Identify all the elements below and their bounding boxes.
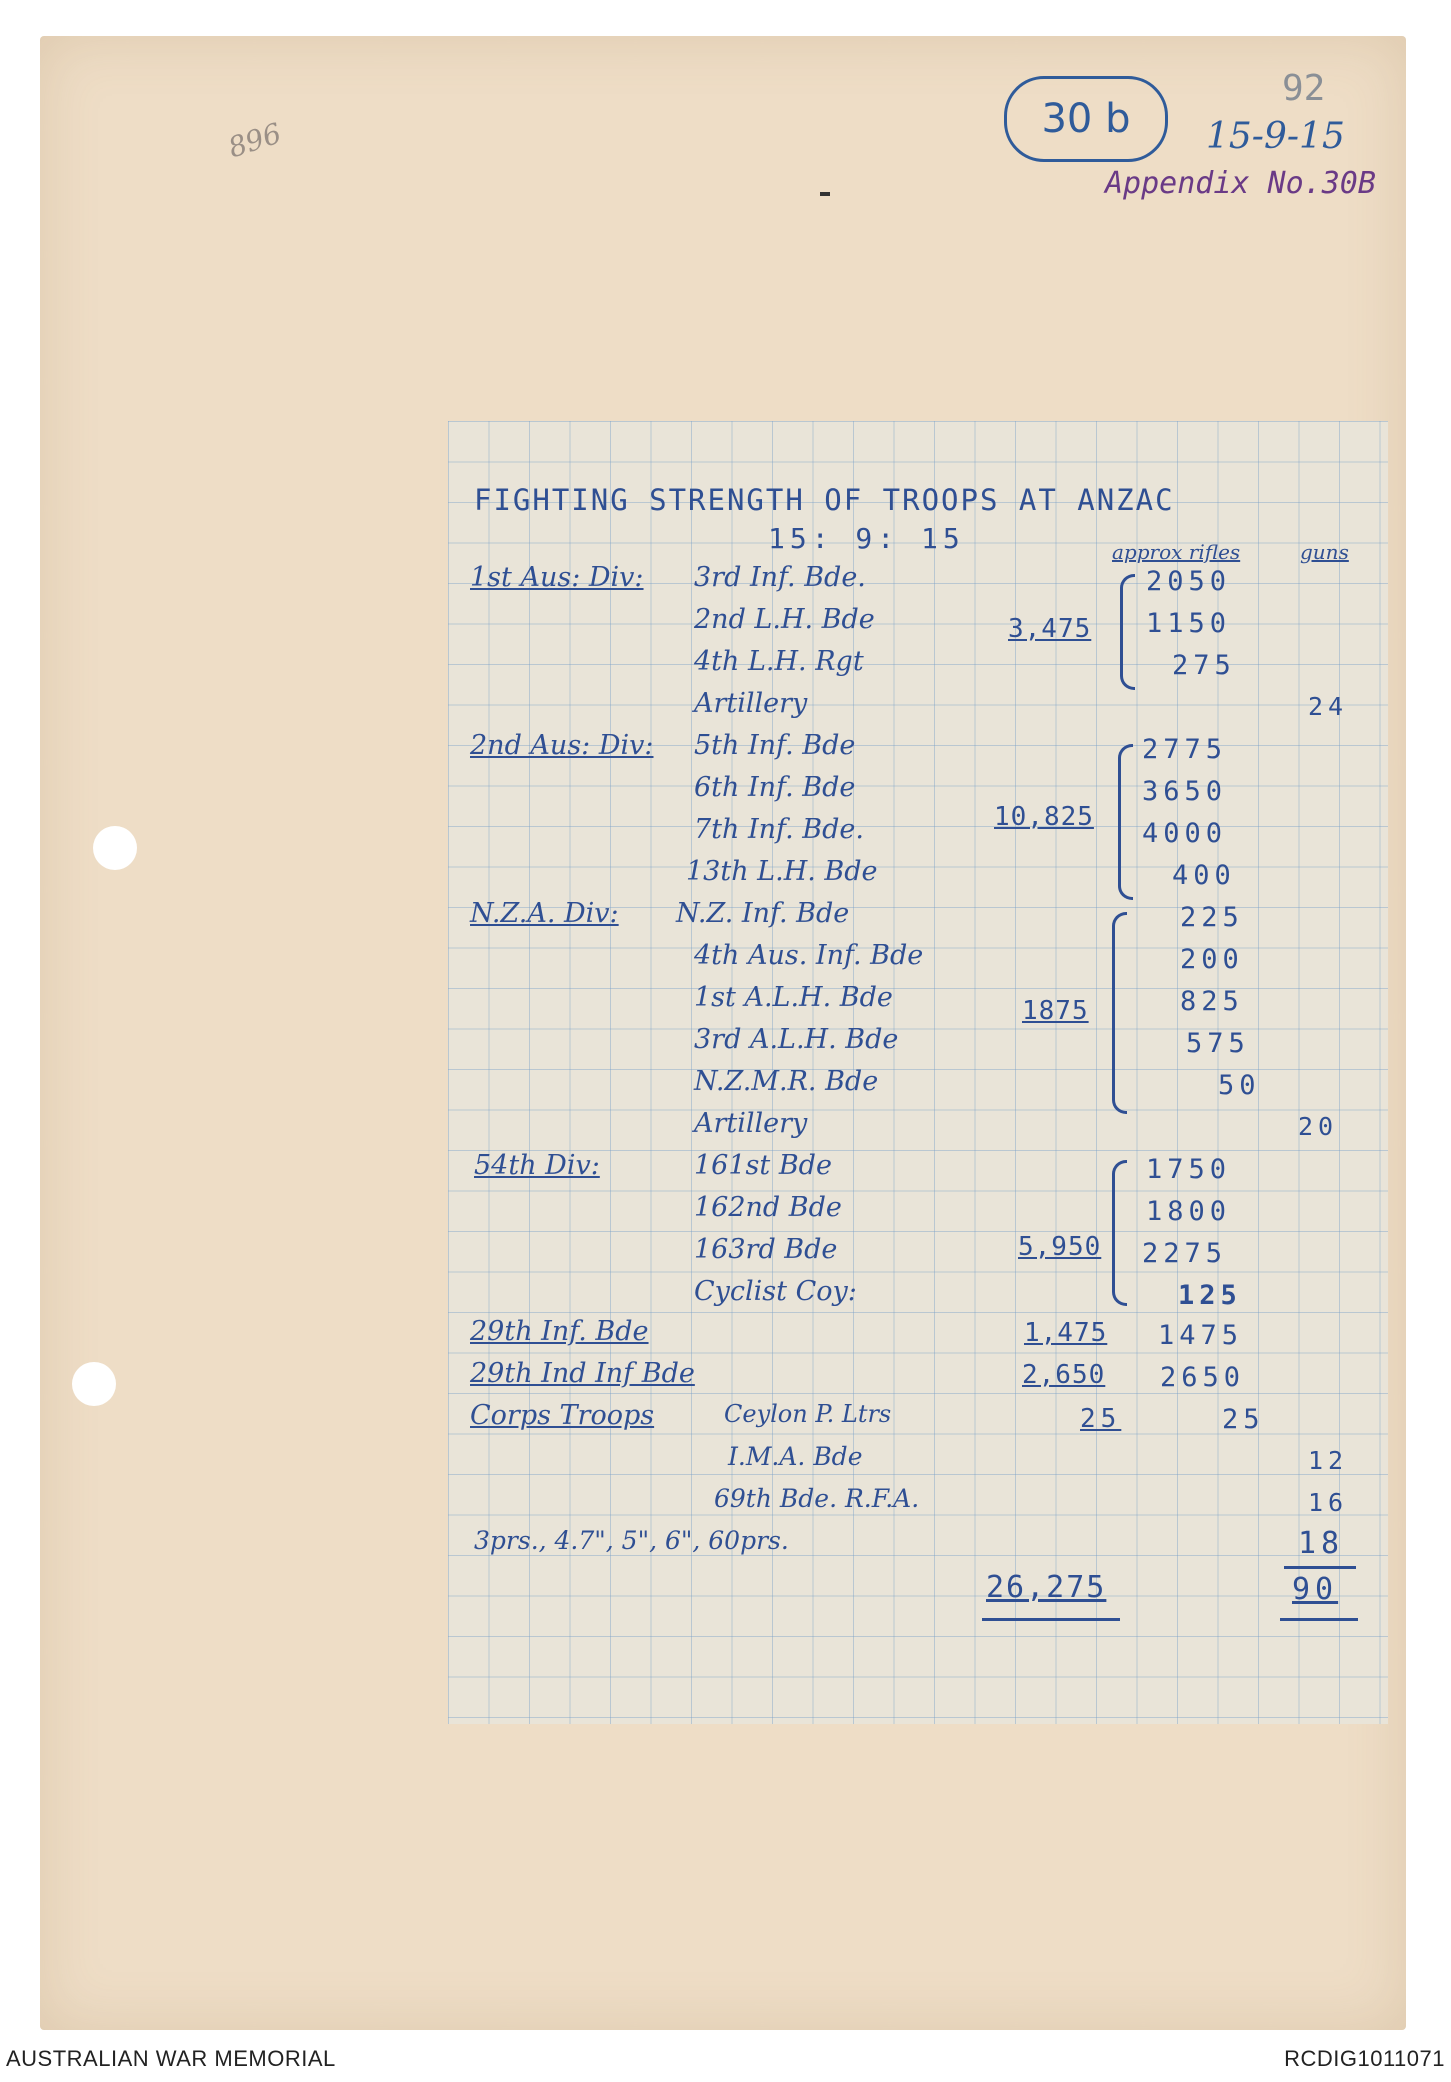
unit-name: 162nd Bde bbox=[694, 1192, 842, 1223]
unit-name: N.Z. Inf. Bde bbox=[676, 898, 850, 929]
stamp-suffix: B bbox=[1357, 166, 1376, 201]
brigade-label: 29th Inf. Bde bbox=[470, 1316, 649, 1347]
guns-value: 12 bbox=[1308, 1446, 1349, 1475]
rifles-value: 400 bbox=[1172, 860, 1236, 891]
unit-name: 7th Inf. Bde. bbox=[694, 814, 864, 845]
unit-name: Ceylon P. Ltrs bbox=[724, 1400, 892, 1428]
division-label: 1st Aus: Div: bbox=[470, 562, 644, 593]
circled-reference: 30 b bbox=[1004, 76, 1168, 162]
brigade-label: 29th Ind Inf Bde bbox=[470, 1358, 695, 1389]
unit-name: 3rd A.L.H. Bde bbox=[694, 1024, 899, 1055]
guns-value: 20 bbox=[1298, 1112, 1339, 1141]
note-date: 15: 9: 15 bbox=[768, 522, 965, 555]
unit-name: Artillery bbox=[694, 1108, 808, 1139]
unit-name: 4th L.H. Rgt bbox=[694, 646, 864, 677]
guns-value: 18 bbox=[1298, 1526, 1345, 1561]
rifles-value: 825 bbox=[1180, 986, 1244, 1017]
unit-name: 4th Aus. Inf. Bde bbox=[694, 940, 924, 971]
bracket bbox=[1112, 1160, 1127, 1306]
subtotal-value: 25 bbox=[1080, 1404, 1122, 1434]
rifles-value: 2650 bbox=[1160, 1362, 1246, 1393]
total-guns: 90 bbox=[1292, 1572, 1339, 1607]
guns-value: 24 bbox=[1308, 692, 1349, 721]
rifles-value: 225 bbox=[1180, 902, 1244, 933]
column-header-guns: guns bbox=[1300, 540, 1349, 564]
bracket bbox=[1120, 574, 1135, 690]
corps-troops-label: Corps Troops bbox=[470, 1400, 655, 1431]
unit-name: 161st Bde bbox=[694, 1150, 832, 1181]
punch-hole bbox=[93, 826, 137, 870]
rifles-value: 200 bbox=[1180, 944, 1244, 975]
division-label: 54th Div: bbox=[474, 1150, 600, 1181]
unit-name: N.Z.M.R. Bde bbox=[694, 1066, 879, 1097]
unit-name: 5th Inf. Bde bbox=[694, 730, 856, 761]
rifles-value: 25 bbox=[1222, 1404, 1265, 1435]
unit-name: 6th Inf. Bde bbox=[694, 772, 856, 803]
unit-name: 163rd Bde bbox=[694, 1234, 838, 1265]
rifles-value: 2775 bbox=[1142, 734, 1228, 765]
rifles-value: 2275 bbox=[1142, 1238, 1228, 1269]
appendix-stamp bbox=[1105, 166, 1376, 201]
subtotal-value: 5,950 bbox=[1018, 1232, 1102, 1262]
sum-rule bbox=[1284, 1566, 1356, 1569]
stamp-text: Appendix No.30 bbox=[1105, 166, 1358, 201]
document-title: FIGHTING STRENGTH OF TROOPS AT ANZAC bbox=[474, 483, 1175, 517]
rifles-value: 1475 bbox=[1158, 1320, 1244, 1351]
subtotal-value: 3,475 bbox=[1008, 614, 1092, 644]
unit-name: 3rd Inf. Bde. bbox=[694, 562, 866, 593]
subtotal-value: 10,825 bbox=[994, 802, 1094, 832]
unit-name: Cyclist Coy: bbox=[694, 1276, 857, 1307]
subtotal-value: 1,475 bbox=[1024, 1318, 1108, 1348]
subtotal-value: 2,650 bbox=[1022, 1360, 1106, 1390]
column-header-rifles: approx rifles bbox=[1112, 540, 1241, 564]
rifles-value: 3650 bbox=[1142, 776, 1228, 807]
pencil-folio-number: 896 bbox=[224, 116, 286, 165]
rifles-value: 1750 bbox=[1146, 1154, 1232, 1185]
punch-hole bbox=[72, 1362, 116, 1406]
rifles-value: 2050 bbox=[1146, 566, 1232, 597]
heavy-guns-label: 3prs., 4.7", 5", 6", 60prs. bbox=[474, 1526, 789, 1555]
bracket bbox=[1112, 912, 1127, 1114]
total-rule bbox=[982, 1618, 1120, 1621]
rifles-value: 4000 bbox=[1142, 818, 1228, 849]
unit-name: 69th Bde. R.F.A. bbox=[714, 1484, 920, 1513]
bracket bbox=[1118, 744, 1133, 900]
footer-archive-name: AUSTRALIAN WAR MEMORIAL bbox=[6, 2046, 336, 2071]
rifles-value: 575 bbox=[1186, 1028, 1250, 1059]
total-rifles: 26,275 bbox=[986, 1570, 1107, 1605]
rifles-value: 1800 bbox=[1146, 1196, 1232, 1227]
division-label: 2nd Aus: Div: bbox=[470, 730, 654, 761]
unit-name: 2nd L.H. Bde bbox=[694, 604, 875, 635]
division-label: N.Z.A. Div: bbox=[470, 898, 619, 929]
page-number: 92 bbox=[1282, 68, 1326, 109]
unit-name: 1st A.L.H. Bde bbox=[694, 982, 893, 1013]
unit-name: Artillery bbox=[694, 688, 808, 719]
rifles-value: 275 bbox=[1172, 650, 1236, 681]
ink-mark bbox=[820, 192, 830, 196]
rifles-value: 50 bbox=[1218, 1070, 1261, 1101]
unit-name: 13th L.H. Bde bbox=[686, 856, 878, 887]
subtotal-value: 1875 bbox=[1022, 996, 1089, 1026]
total-rule bbox=[1280, 1618, 1358, 1621]
guns-value: 16 bbox=[1308, 1488, 1349, 1517]
document-date: 15-9-15 bbox=[1206, 116, 1345, 157]
unit-name: I.M.A. Bde bbox=[728, 1442, 863, 1471]
footer-record-id: RCDIG1011071 bbox=[1284, 2046, 1445, 2071]
rifles-value: 125 bbox=[1178, 1280, 1242, 1311]
rifles-value: 1150 bbox=[1146, 608, 1232, 639]
